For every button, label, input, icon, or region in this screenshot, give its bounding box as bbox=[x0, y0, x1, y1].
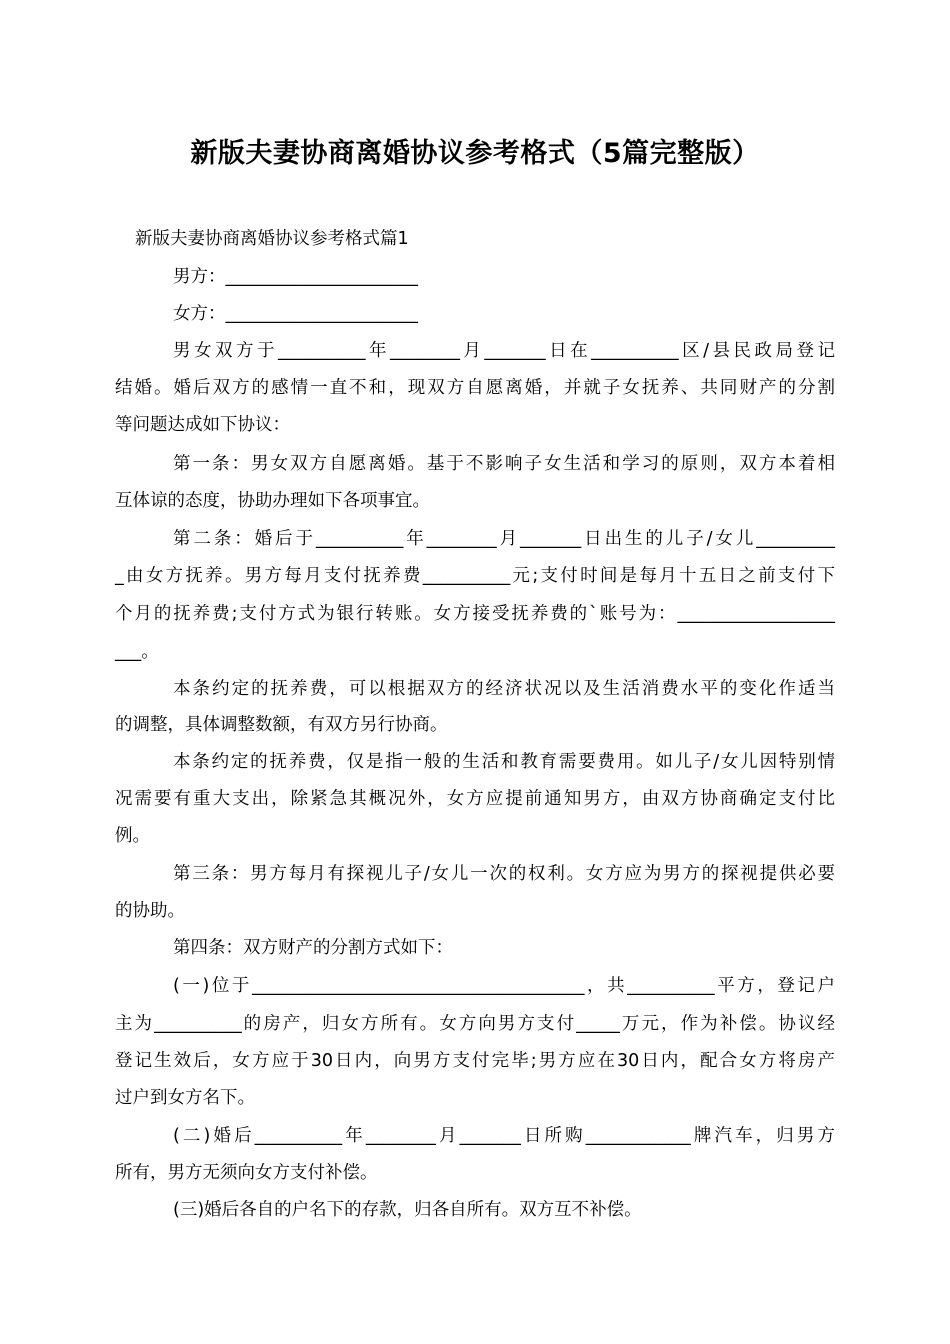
paragraph-line: _由女方抚养。男方每月支付抚养费__________元;支付时间是每月十五日之前支付下 bbox=[115, 566, 835, 586]
document-title: 新版夫妻协商离婚协议参考格式（5篇完整版） bbox=[190, 138, 760, 169]
line-female-party: 女方：______________________ bbox=[173, 304, 418, 324]
paragraph-line: 男女双方于__________年________月_______日在__________区/县民政局登记 bbox=[173, 341, 835, 361]
paragraph-line: (二)婚后__________年________月_______日所购____________牌汽车，归男方 bbox=[173, 1126, 835, 1146]
paragraph-line: 主为__________的房产，归女方所有。女方向男方支付_____万元，作为补偿。协议经 bbox=[115, 1014, 835, 1034]
paragraph-line: 第一条：男女双方自愿离婚。基于不影响子女生活和学习的原则，双方本着相 bbox=[173, 454, 835, 474]
paragraph-line: 登记生效后，女方应于30日内，向男方支付完毕;男方应在30日内，配合女方将房产 bbox=[115, 1051, 835, 1071]
paragraph-line: 第四条：双方财产的分割方式如下： bbox=[173, 938, 453, 958]
paragraph-line: 个月的抚养费;支付方式为银行转账。女方接受抚养费的`账号为：__________________ bbox=[115, 604, 835, 624]
line-male-party: 男方：______________________ bbox=[173, 267, 418, 287]
paragraph-line: 所有，男方无须向女方支付补偿。 bbox=[115, 1163, 378, 1183]
paragraph-line: 本条约定的抚养费，可以根据双方的经济状况以及生活消费水平的变化作适当 bbox=[173, 679, 835, 699]
paragraph-line: 例。 bbox=[115, 826, 150, 846]
paragraph-line: 第二条：婚后于__________年________月_______日出生的儿子/女儿_________ bbox=[173, 529, 835, 549]
paragraph-line: (一)位于______________________________________，共__________平方，登记户 bbox=[173, 976, 835, 996]
paragraph-line: (三)婚后各自的户名下的存款，归各自所有。双方互不补偿。 bbox=[173, 1200, 642, 1220]
paragraph-line: 的协助。 bbox=[115, 901, 185, 921]
paragraph-line: 本条约定的抚养费，仅是指一般的生活和教育需要费用。如儿子/女儿因特别情 bbox=[173, 752, 835, 772]
paragraph-line: 的调整，具体调整数额，有双方另行协商。 bbox=[115, 715, 448, 735]
paragraph-line: 况需要有重大支出，除紧急其概况外，女方应提前通知男方，由双方协商确定支付比 bbox=[115, 789, 835, 809]
paragraph-line: ___。 bbox=[115, 642, 159, 662]
paragraph-line: 第三条：男方每月有探视儿子/女儿一次的权利。女方应为男方的探视提供必要 bbox=[173, 864, 835, 884]
paragraph-line: 结婚。婚后双方的感情一直不和，现双方自愿离婚，并就子女抚养、共同财产的分割 bbox=[115, 378, 835, 398]
paragraph-line: 等问题达成如下协议： bbox=[115, 415, 290, 435]
section-heading: 新版夫妻协商离婚协议参考格式篇1 bbox=[135, 229, 409, 249]
paragraph-line: 互体谅的态度，协助办理如下各项事宜。 bbox=[115, 491, 430, 511]
paragraph-line: 过户到女方名下。 bbox=[115, 1088, 255, 1108]
